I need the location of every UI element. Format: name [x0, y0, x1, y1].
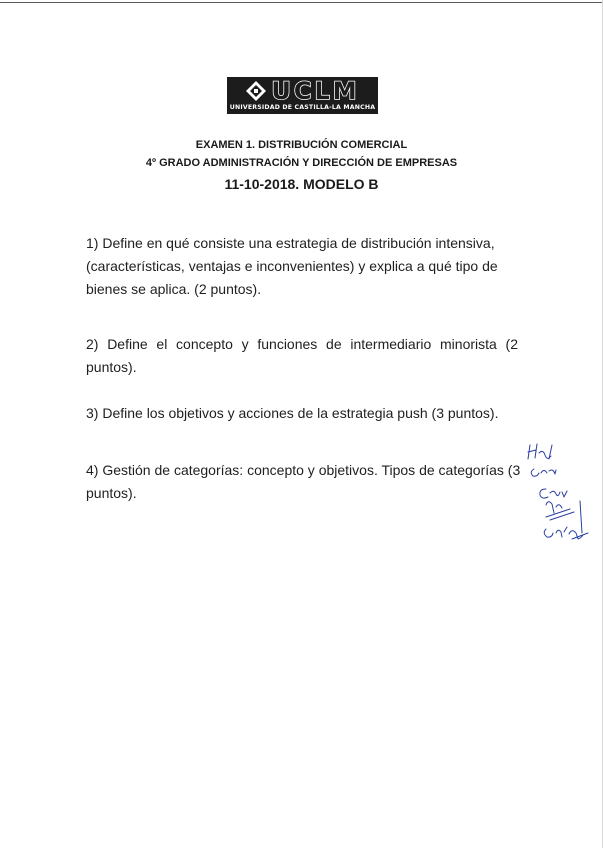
degree-title: 4º GRADO ADMINISTRACIÓN Y DIRECCIÓN DE EMPRESAS [145, 157, 458, 169]
question-1: 1) Define en qué consiste una estrategia de distribución intensiva, (características, ventajas e inconvenientes) y explica a qué tipo de bienes se aplica. (2 puntos). [86, 235, 498, 297]
diamond-emblem-icon [245, 80, 267, 102]
logo-wordmark: UCLM [271, 77, 360, 105]
logo-subtitle: UNIVERSIDAD DE CASTILLA-LA MANCHA [229, 104, 376, 111]
logo-top-row [245, 78, 359, 104]
handwritten-notes-icon [516, 437, 596, 552]
question-4: 4) Gestión de categorías: concepto y objetivos. Tipos de categorías (3 puntos). [86, 462, 521, 501]
uclm-logo [227, 77, 378, 114]
exam-title: EXAMEN 1. DISTRIBUCIÓN COMERCIAL [195, 139, 408, 151]
question-2: 2) Define el concepto y funciones de intermediario minorista (2 puntos). [86, 336, 518, 375]
exam-date-model: 11-10-2018. MODELO B [224, 176, 379, 192]
scan-top-edge [0, 2, 603, 3]
question-3: 3) Define los objetivos y acciones de la estrategia push (3 puntos). [86, 405, 499, 421]
